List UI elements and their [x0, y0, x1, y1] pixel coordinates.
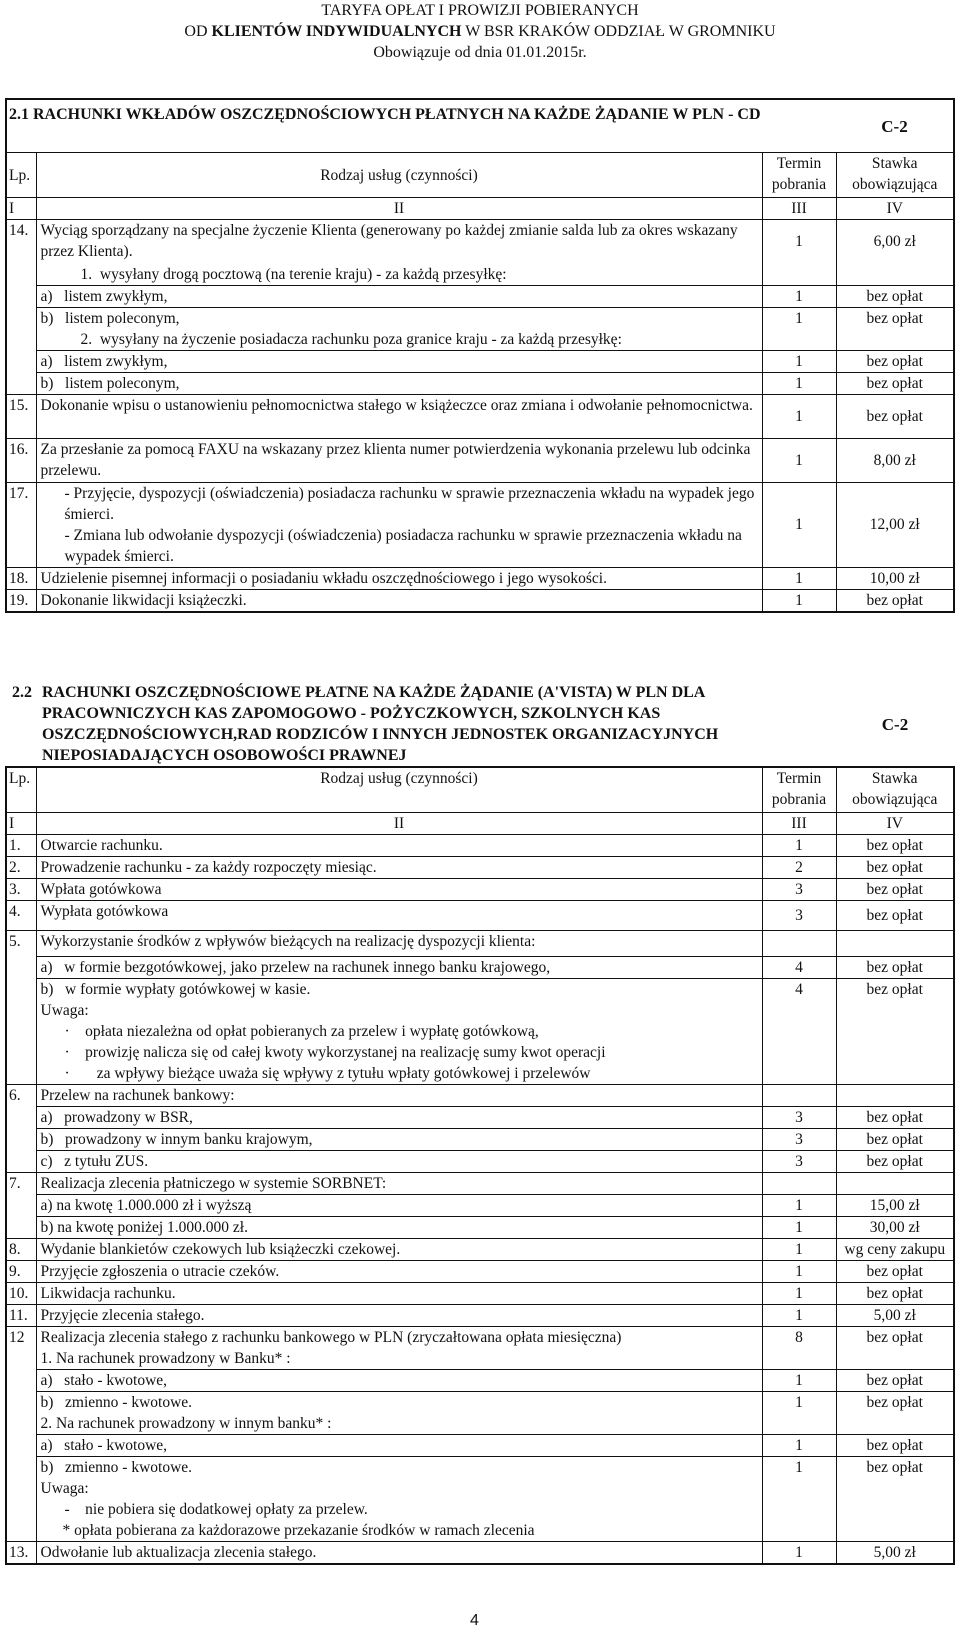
col-service-header: Rodzaj usług (czynności) [36, 153, 762, 198]
row-term: 4 [762, 979, 836, 1001]
row-rate: bez opłat [836, 1129, 954, 1151]
row-lp [6, 979, 36, 1001]
row-service: Dokonanie wpisu o ustanowieniu pełnomocnictwa stałego w książeczce oraz zmiana i odwołanie pełnomocnictwa. [36, 394, 762, 438]
row-service: Przyjęcie zgłoszenia o utracie czeków. [36, 1261, 762, 1283]
row-rate [836, 1063, 954, 1085]
row-rate: 10,00 zł [836, 567, 954, 589]
row-lp [6, 1042, 36, 1063]
col-rate-header: Stawka obowiązująca [836, 767, 954, 813]
row-service: Realizacja zlecenia stałego z rachunku bankowego w PLN (zryczałtowana opłata miesięczna) [36, 1327, 762, 1349]
row-term [762, 329, 836, 351]
section-2-title: RACHUNKI OSZCZĘDNOŚCIOWE PŁATNE NA KAŻDE ŻĄDANIE (A'VISTA) W PLN DLA PRACOWNICZYCH KAS ZAPOMOGOWO - POŻYCZKOWYCH, SZKOLNYCH KAS OSZCZĘDNOŚCIOWYCH,RAD RODZICÓW I INNYCH JEDNOSTEK ORGANIZACYJNYCH NIEPOSIADAJĄCYCH OSOBOWOŚCI PRAWNEJ [42, 684, 719, 764]
header-line-2: OD KLIENTÓW INDYWIDUALNYCH W BSR KRAKÓW ODDZIAŁ W GROMNIKU [184, 23, 776, 40]
row-rate: bez opłat [836, 285, 954, 307]
roman-i: I [6, 813, 36, 835]
row-term [762, 1000, 836, 1021]
row-term: 1 [762, 1261, 836, 1283]
row-lp: 1. [6, 835, 36, 857]
row-service: a) w formie bezgotówkowej, jako przelew na rachunek innego banku krajowego, [36, 957, 762, 979]
row-service: Uwaga: [36, 1478, 762, 1499]
row-service: a) listem zwykłym, [36, 350, 762, 372]
row-rate: 5,00 zł [836, 1542, 954, 1565]
row-rate: bez opłat [836, 307, 954, 329]
row-rate [836, 1021, 954, 1042]
row-term: 1 [762, 307, 836, 329]
roman-iii: III [762, 813, 836, 835]
row-service: a) na kwotę 1.000.000 zł i wyższą [36, 1195, 762, 1217]
document-header [0, 0, 960, 63]
table-row [6, 1195, 954, 1217]
row-lp [6, 1499, 36, 1520]
table-row [6, 1107, 954, 1129]
row-term: 1 [762, 482, 836, 567]
row-rate [836, 1499, 954, 1520]
col-term-header: Termin pobrania [762, 153, 836, 198]
table-row [6, 1478, 954, 1499]
row-term: 1 [762, 220, 836, 264]
table-row [6, 979, 954, 1001]
row-rate: 30,00 zł [836, 1217, 954, 1239]
row-lp: 2. [6, 857, 36, 879]
row-lp [6, 1000, 36, 1021]
row-rate [836, 1085, 954, 1107]
row-rate: bez opłat [836, 835, 954, 857]
row-lp: 5. [6, 931, 36, 957]
row-term: 2 [762, 857, 836, 879]
row-term: 1 [762, 1392, 836, 1414]
row-rate: bez opłat [836, 589, 954, 612]
section-2-table [5, 682, 955, 1565]
row-lp: 8. [6, 1239, 36, 1261]
row-rate: bez opłat [836, 979, 954, 1001]
row-rate [836, 931, 954, 957]
row-lp: 3. [6, 879, 36, 901]
table-row [6, 220, 954, 264]
row-lp [6, 1021, 36, 1042]
row-term: 1 [762, 1457, 836, 1479]
table-row [6, 482, 954, 567]
col-lp-header: Lp. [6, 767, 36, 813]
header-line-3: Obowiązuje od dnia 01.01.2015r. [373, 44, 587, 61]
row-lp [6, 1217, 36, 1239]
row-lp [6, 957, 36, 979]
row-service: b) listem poleconym, [36, 372, 762, 394]
row-service: a) prowadzony w BSR, [36, 1107, 762, 1129]
row-service: · opłata niezależna od opłat pobieranych za przelew i wypłatę gotówkową, [36, 1021, 762, 1042]
row-service: Uwaga: [36, 1000, 762, 1021]
row-service: Udzielenie pisemnej informacji o posiadaniu wkładu oszczędnościowego i jego wysokości. [36, 567, 762, 589]
table-row [6, 1042, 954, 1063]
row-term: 1 [762, 1542, 836, 1565]
row-lp: 9. [6, 1261, 36, 1283]
table-row [6, 879, 954, 901]
row-service: b) zmienno - kwotowe. [36, 1392, 762, 1414]
row-lp: 16. [6, 438, 36, 482]
row-lp [6, 1520, 36, 1542]
row-rate: bez opłat [836, 879, 954, 901]
row-term [762, 1499, 836, 1520]
row-lp [6, 1107, 36, 1129]
row-rate: wg ceny zakupu [836, 1239, 954, 1261]
row-service: Przelew na rachunek bankowy: [36, 1085, 762, 1107]
row-rate: 12,00 zł [836, 482, 954, 567]
row-service: 1. Na rachunek prowadzony w Banku* : [36, 1348, 762, 1370]
row-lp [6, 329, 36, 351]
row-rate: bez opłat [836, 857, 954, 879]
table-row [6, 1000, 954, 1021]
row-term: 1 [762, 1283, 836, 1305]
row-term: 1 [762, 835, 836, 857]
row-term: 1 [762, 372, 836, 394]
row-term: 1 [762, 1305, 836, 1327]
row-service: Odwołanie lub aktualizacja zlecenia stałego. [36, 1542, 762, 1565]
row-service: b) w formie wypłaty gotówkowej w kasie. [36, 979, 762, 1001]
header-line-1: TARYFA OPŁAT I PROWIZJI POBIERANYCH [321, 2, 639, 19]
row-term [762, 1348, 836, 1370]
row-service-line: - Zmiana lub odwołanie dyspozycji (oświadczenia) posiadacza rachunku w sprawie przeznaczenia wkładu na wypadek śmierci. [64, 526, 746, 565]
row-rate [836, 264, 954, 286]
row-service [36, 482, 762, 567]
table-row [6, 1392, 954, 1414]
row-lp: 15. [6, 394, 36, 438]
row-service: 2. wysyłany na życzenie posiadacza rachunku poza granice kraju - za każdą przesyłkę: [36, 329, 762, 351]
table-row [6, 1261, 954, 1283]
row-term: 8 [762, 1327, 836, 1349]
row-rate: 6,00 zł [836, 220, 954, 264]
table-row [6, 1151, 954, 1173]
table-row [6, 1327, 954, 1349]
row-service: Wypłata gotówkowa [36, 901, 762, 931]
row-term: 1 [762, 1195, 836, 1217]
row-service: a) listem zwykłym, [36, 285, 762, 307]
row-rate: 15,00 zł [836, 1195, 954, 1217]
section-2-number: 2.2 [12, 684, 32, 701]
row-service: Dokonanie likwidacji książeczki. [36, 589, 762, 612]
row-service: Wpłata gotówkowa [36, 879, 762, 901]
row-lp [6, 307, 36, 329]
roman-iv: IV [836, 198, 954, 220]
row-term: 1 [762, 350, 836, 372]
table-row [6, 329, 954, 351]
table-row [6, 1239, 954, 1261]
row-lp: 7. [6, 1173, 36, 1195]
row-service: · prowizję nalicza się od całej kwoty wykorzystanej na realizację sumy kwot operacji [36, 1042, 762, 1063]
row-lp: 13. [6, 1542, 36, 1565]
roman-ii: II [36, 198, 762, 220]
row-rate [836, 1478, 954, 1499]
row-rate [836, 1413, 954, 1435]
roman-iii: III [762, 198, 836, 220]
table-row [6, 1129, 954, 1151]
row-rate [836, 329, 954, 351]
row-rate [836, 1042, 954, 1063]
row-service: b) listem poleconym, [36, 307, 762, 329]
row-rate: 8,00 zł [836, 438, 954, 482]
row-term: 1 [762, 285, 836, 307]
row-lp [6, 1478, 36, 1499]
row-term: 1 [762, 1239, 836, 1261]
row-term [762, 1520, 836, 1542]
row-lp: 11. [6, 1305, 36, 1327]
section-1-code: C-2 [836, 99, 954, 153]
row-lp [6, 372, 36, 394]
row-lp: 17. [6, 482, 36, 567]
row-service: 1. wysyłany drogą pocztową (na terenie kraju) - za każdą przesyłkę: [36, 264, 762, 286]
row-term [762, 264, 836, 286]
row-rate: 5,00 zł [836, 1305, 954, 1327]
row-term: 3 [762, 1129, 836, 1151]
row-lp: 6. [6, 1085, 36, 1107]
section-1-title: 2.1 RACHUNKI WKŁADÓW OSZCZĘDNOŚCIOWYCH PŁATNYCH NA KAŻDE ŻĄDANIE W PLN - CD [6, 99, 836, 153]
table-row [6, 438, 954, 482]
table-row [6, 1542, 954, 1565]
row-service: * opłata pobierana za każdorazowe przekazanie środków w ramach zlecenia [36, 1520, 762, 1542]
col-rate-header: Stawka obowiązująca [836, 153, 954, 198]
row-term: 4 [762, 957, 836, 979]
row-lp: 4. [6, 901, 36, 931]
row-service: Za przesłanie za pomocą FAXU na wskazany przez klienta numer potwierdzenia wykonania przelewu lub odcinka przelewu. [36, 438, 762, 482]
table-row [6, 931, 954, 957]
row-lp: 18. [6, 567, 36, 589]
table-row [6, 1499, 954, 1520]
row-lp: 10. [6, 1283, 36, 1305]
row-rate [836, 1173, 954, 1195]
row-term [762, 1085, 836, 1107]
row-rate: bez opłat [836, 1435, 954, 1457]
table-row [6, 1085, 954, 1107]
row-service: - nie pobiera się dodatkowej opłaty za przelew. [36, 1499, 762, 1520]
row-term: 3 [762, 1107, 836, 1129]
row-service: a) stało - kwotowe, [36, 1435, 762, 1457]
row-service: Wykorzystanie środków z wpływów bieżących na realizację dyspozycji klienta: [36, 931, 762, 957]
row-rate: bez opłat [836, 901, 954, 931]
table-row [6, 1413, 954, 1435]
row-lp [6, 350, 36, 372]
table-row [6, 857, 954, 879]
row-term: 1 [762, 1435, 836, 1457]
row-service-line: - Przyjęcie, dyspozycji (oświadczenia) posiadacza rachunku w sprawie przeznaczenia wkładu na wypadek jego śmierci. [64, 484, 759, 523]
table-row [6, 1217, 954, 1239]
row-term: 3 [762, 1151, 836, 1173]
row-rate: bez opłat [836, 1457, 954, 1479]
row-rate: bez opłat [836, 1283, 954, 1305]
table-row [6, 1520, 954, 1542]
row-term: 1 [762, 567, 836, 589]
row-lp [6, 1348, 36, 1370]
row-rate: bez opłat [836, 1327, 954, 1349]
table-row [6, 350, 954, 372]
row-service: Likwidacja rachunku. [36, 1283, 762, 1305]
row-service: Otwarcie rachunku. [36, 835, 762, 857]
section-2-code: C-2 [881, 714, 909, 734]
page-number: 4 [470, 1612, 479, 1629]
table-row [6, 394, 954, 438]
row-service: 2. Na rachunek prowadzony w innym banku* : [36, 1413, 762, 1435]
row-lp: 19. [6, 589, 36, 612]
row-service: Wydanie blankietów czekowych lub książeczki czekowej. [36, 1239, 762, 1261]
row-rate: bez opłat [836, 372, 954, 394]
row-lp [6, 1063, 36, 1085]
table-row [6, 1173, 954, 1195]
row-term: 1 [762, 1217, 836, 1239]
table-row [6, 307, 954, 329]
table-row [6, 567, 954, 589]
row-lp [6, 1435, 36, 1457]
table-row [6, 372, 954, 394]
row-term [762, 1478, 836, 1499]
row-term [762, 1042, 836, 1063]
table-row [6, 1063, 954, 1085]
table-row [6, 589, 954, 612]
row-rate: bez opłat [836, 957, 954, 979]
row-lp [6, 285, 36, 307]
roman-i: I [6, 198, 36, 220]
row-lp [6, 264, 36, 286]
row-service: a) stało - kwotowe, [36, 1370, 762, 1392]
row-term: 1 [762, 1370, 836, 1392]
row-lp [6, 1129, 36, 1151]
row-term [762, 1173, 836, 1195]
table-row [6, 901, 954, 931]
section-1-table [5, 98, 955, 613]
row-term [762, 931, 836, 957]
table-row [6, 264, 954, 286]
row-service: b) zmienno - kwotowe. [36, 1457, 762, 1479]
row-service: · za wpływy bieżące uważa się wpływy z tytułu wpłaty gotówkowej i przelewów [36, 1063, 762, 1085]
row-term: 1 [762, 589, 836, 612]
table-row [6, 957, 954, 979]
table-row [6, 285, 954, 307]
row-rate [836, 1000, 954, 1021]
row-lp [6, 1195, 36, 1217]
row-lp [6, 1413, 36, 1435]
row-rate: bez opłat [836, 1107, 954, 1129]
roman-ii: II [36, 813, 762, 835]
row-rate [836, 1348, 954, 1370]
table-row [6, 1370, 954, 1392]
row-service: c) z tytułu ZUS. [36, 1151, 762, 1173]
row-term: 3 [762, 879, 836, 901]
row-rate: bez opłat [836, 1261, 954, 1283]
row-rate: bez opłat [836, 394, 954, 438]
row-rate: bez opłat [836, 1392, 954, 1414]
row-service: Przyjęcie zlecenia stałego. [36, 1305, 762, 1327]
table-row [6, 1457, 954, 1479]
row-lp [6, 1370, 36, 1392]
row-rate [836, 1520, 954, 1542]
row-term [762, 1063, 836, 1085]
row-term: 3 [762, 901, 836, 931]
table-row [6, 1021, 954, 1042]
row-service: b) prowadzony w innym banku krajowym, [36, 1129, 762, 1151]
row-rate: bez opłat [836, 350, 954, 372]
col-lp-header: Lp. [6, 153, 36, 198]
row-service: Prowadzenie rachunku - za każdy rozpoczęty miesiąc. [36, 857, 762, 879]
row-service: Wyciąg sporządzany na specjalne życzenie Klienta (generowany po każdej zmianie salda lub za okres wskazany przez Klienta). [36, 220, 762, 264]
row-lp: 12 [6, 1327, 36, 1349]
table-row [6, 1348, 954, 1370]
row-lp [6, 1457, 36, 1479]
table-row [6, 1283, 954, 1305]
row-term [762, 1021, 836, 1042]
row-service: b) na kwotę poniżej 1.000.000 zł. [36, 1217, 762, 1239]
table-row [6, 1305, 954, 1327]
table-row [6, 835, 954, 857]
row-lp [6, 1392, 36, 1414]
col-term-header: Termin pobrania [762, 767, 836, 813]
row-term: 1 [762, 438, 836, 482]
row-rate: bez opłat [836, 1370, 954, 1392]
row-lp: 14. [6, 220, 36, 264]
roman-iv: IV [836, 813, 954, 835]
row-lp [6, 1151, 36, 1173]
col-service-header: Rodzaj usług (czynności) [36, 767, 762, 813]
row-rate: bez opłat [836, 1151, 954, 1173]
row-term: 1 [762, 394, 836, 438]
row-service: Realizacja zlecenia płatniczego w systemie SORBNET: [36, 1173, 762, 1195]
table-row [6, 1435, 954, 1457]
row-term [762, 1413, 836, 1435]
